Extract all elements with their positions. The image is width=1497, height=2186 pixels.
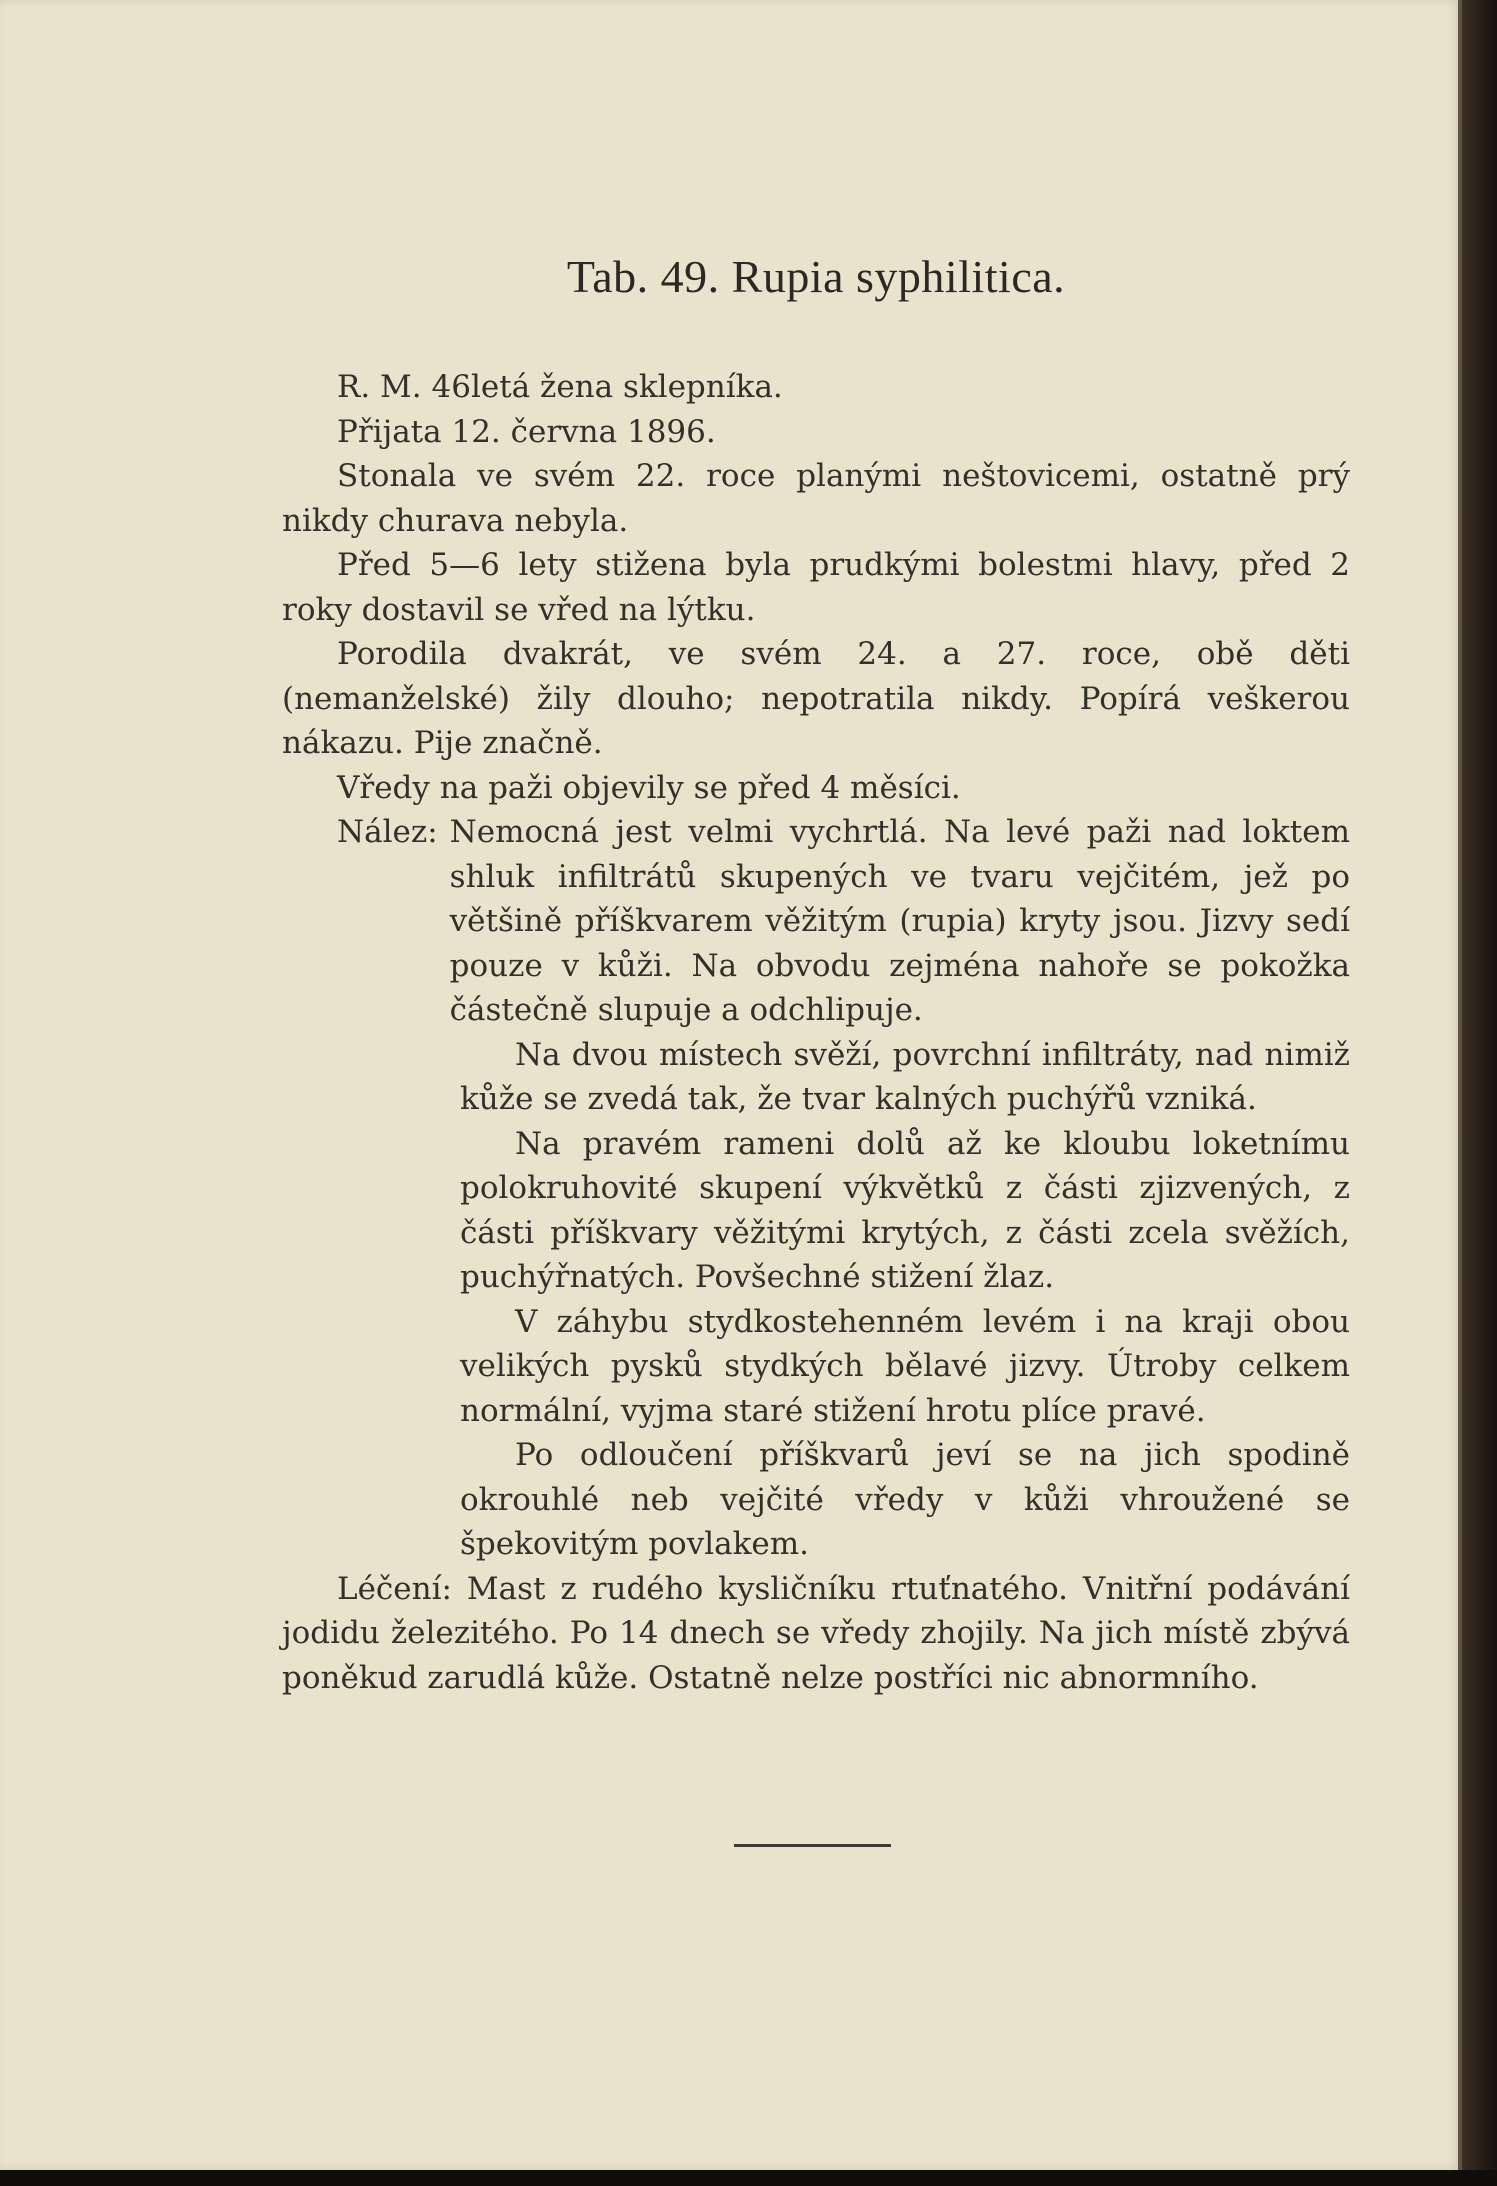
findings-label: Nález: [337, 814, 438, 850]
paragraph-history-1: Stonala ve svém 22. roce planými neštovicemi, ostatně prý nikdy churava nebyla. [282, 458, 1350, 539]
paragraph-patient: R. M. 46letá žena sklepníka. [337, 369, 783, 405]
end-divider [734, 1844, 891, 1847]
findings-section [282, 810, 1350, 1033]
findings-paragraph: Na dvou místech svěží, povrchní infiltráty, nad nimiž kůže se zvedá tak, že tvar kalných puchýřů vzniká. [460, 1036, 1350, 1117]
paragraph-ulcers: Vředy na paži objevily se před 4 měsíci. [337, 769, 961, 806]
findings-first: Nemocná jest velmi vychrtlá. Na levé paži nad loktem shluk infiltrátů skupených ve tvaru vejčitém, jež po většině příškvarem věžitým (rupia) kryty jsou. Jizvy sedí pouze v kůži. Na obvodu zejména nahoře se pokožka částečně slupuje a odchlipuje. [449, 814, 1350, 1028]
treatment-text: Mast z rudého kysličníku rtuťnatého. Vnitřní podávání jodidu železitého. Po 14 dnech se vředy zhojily. Na jich místě zbývá poněkud zarudlá kůže. Ostatně nelze postříci nic abnormního. [282, 1570, 1350, 1696]
paragraph-admitted: Přijata 12. června 1896. [337, 413, 716, 450]
page-title: Tab. 49. Rupia syphilitica. [566, 251, 1066, 302]
findings-paragraph: V záhybu stydkostehenném levém i na kraji obou velikých pysků stydkých bělavé jizvy. Útroby celkem normální, vyjma staré stižení hrotu plíce pravé. [460, 1303, 1350, 1429]
paragraph-history-3: Porodila dvakrát, ve svém 24. a 27. roce, obě děti (nemanželské) žily dlouho; nepotratila nikdy. Popírá veškerou nákazu. Pije značně. [282, 636, 1350, 761]
bottom-border [0, 2170, 1497, 2186]
treatment-label: Léčení: [337, 1570, 452, 1607]
treatment-paragraph [282, 1567, 1350, 1701]
paragraph-history-2: Před 5—6 lety stižena byla prudkými bolestmi hlavy, před 2 roky dostavil se vřed na lýtku. [282, 547, 1350, 628]
findings-paragraph: Po odloučení příškvarů jeví se na jich spodině okrouhlé neb vejčité vředy v kůži vhroužené se špekovitým povlakem. [460, 1437, 1350, 1562]
page-content [282, 250, 1350, 1700]
book-spine [1462, 0, 1497, 2186]
findings-continued [460, 1033, 1350, 1567]
findings-paragraph: Na pravém rameni dolů až ke kloubu loketnímu polokruhovité skupení výkvětků z části zjizvených, z části příškvary věžitými krytých, z části zcela svěžích, puchýřnatých. Povšechné stižení žlaz. [460, 1125, 1350, 1295]
